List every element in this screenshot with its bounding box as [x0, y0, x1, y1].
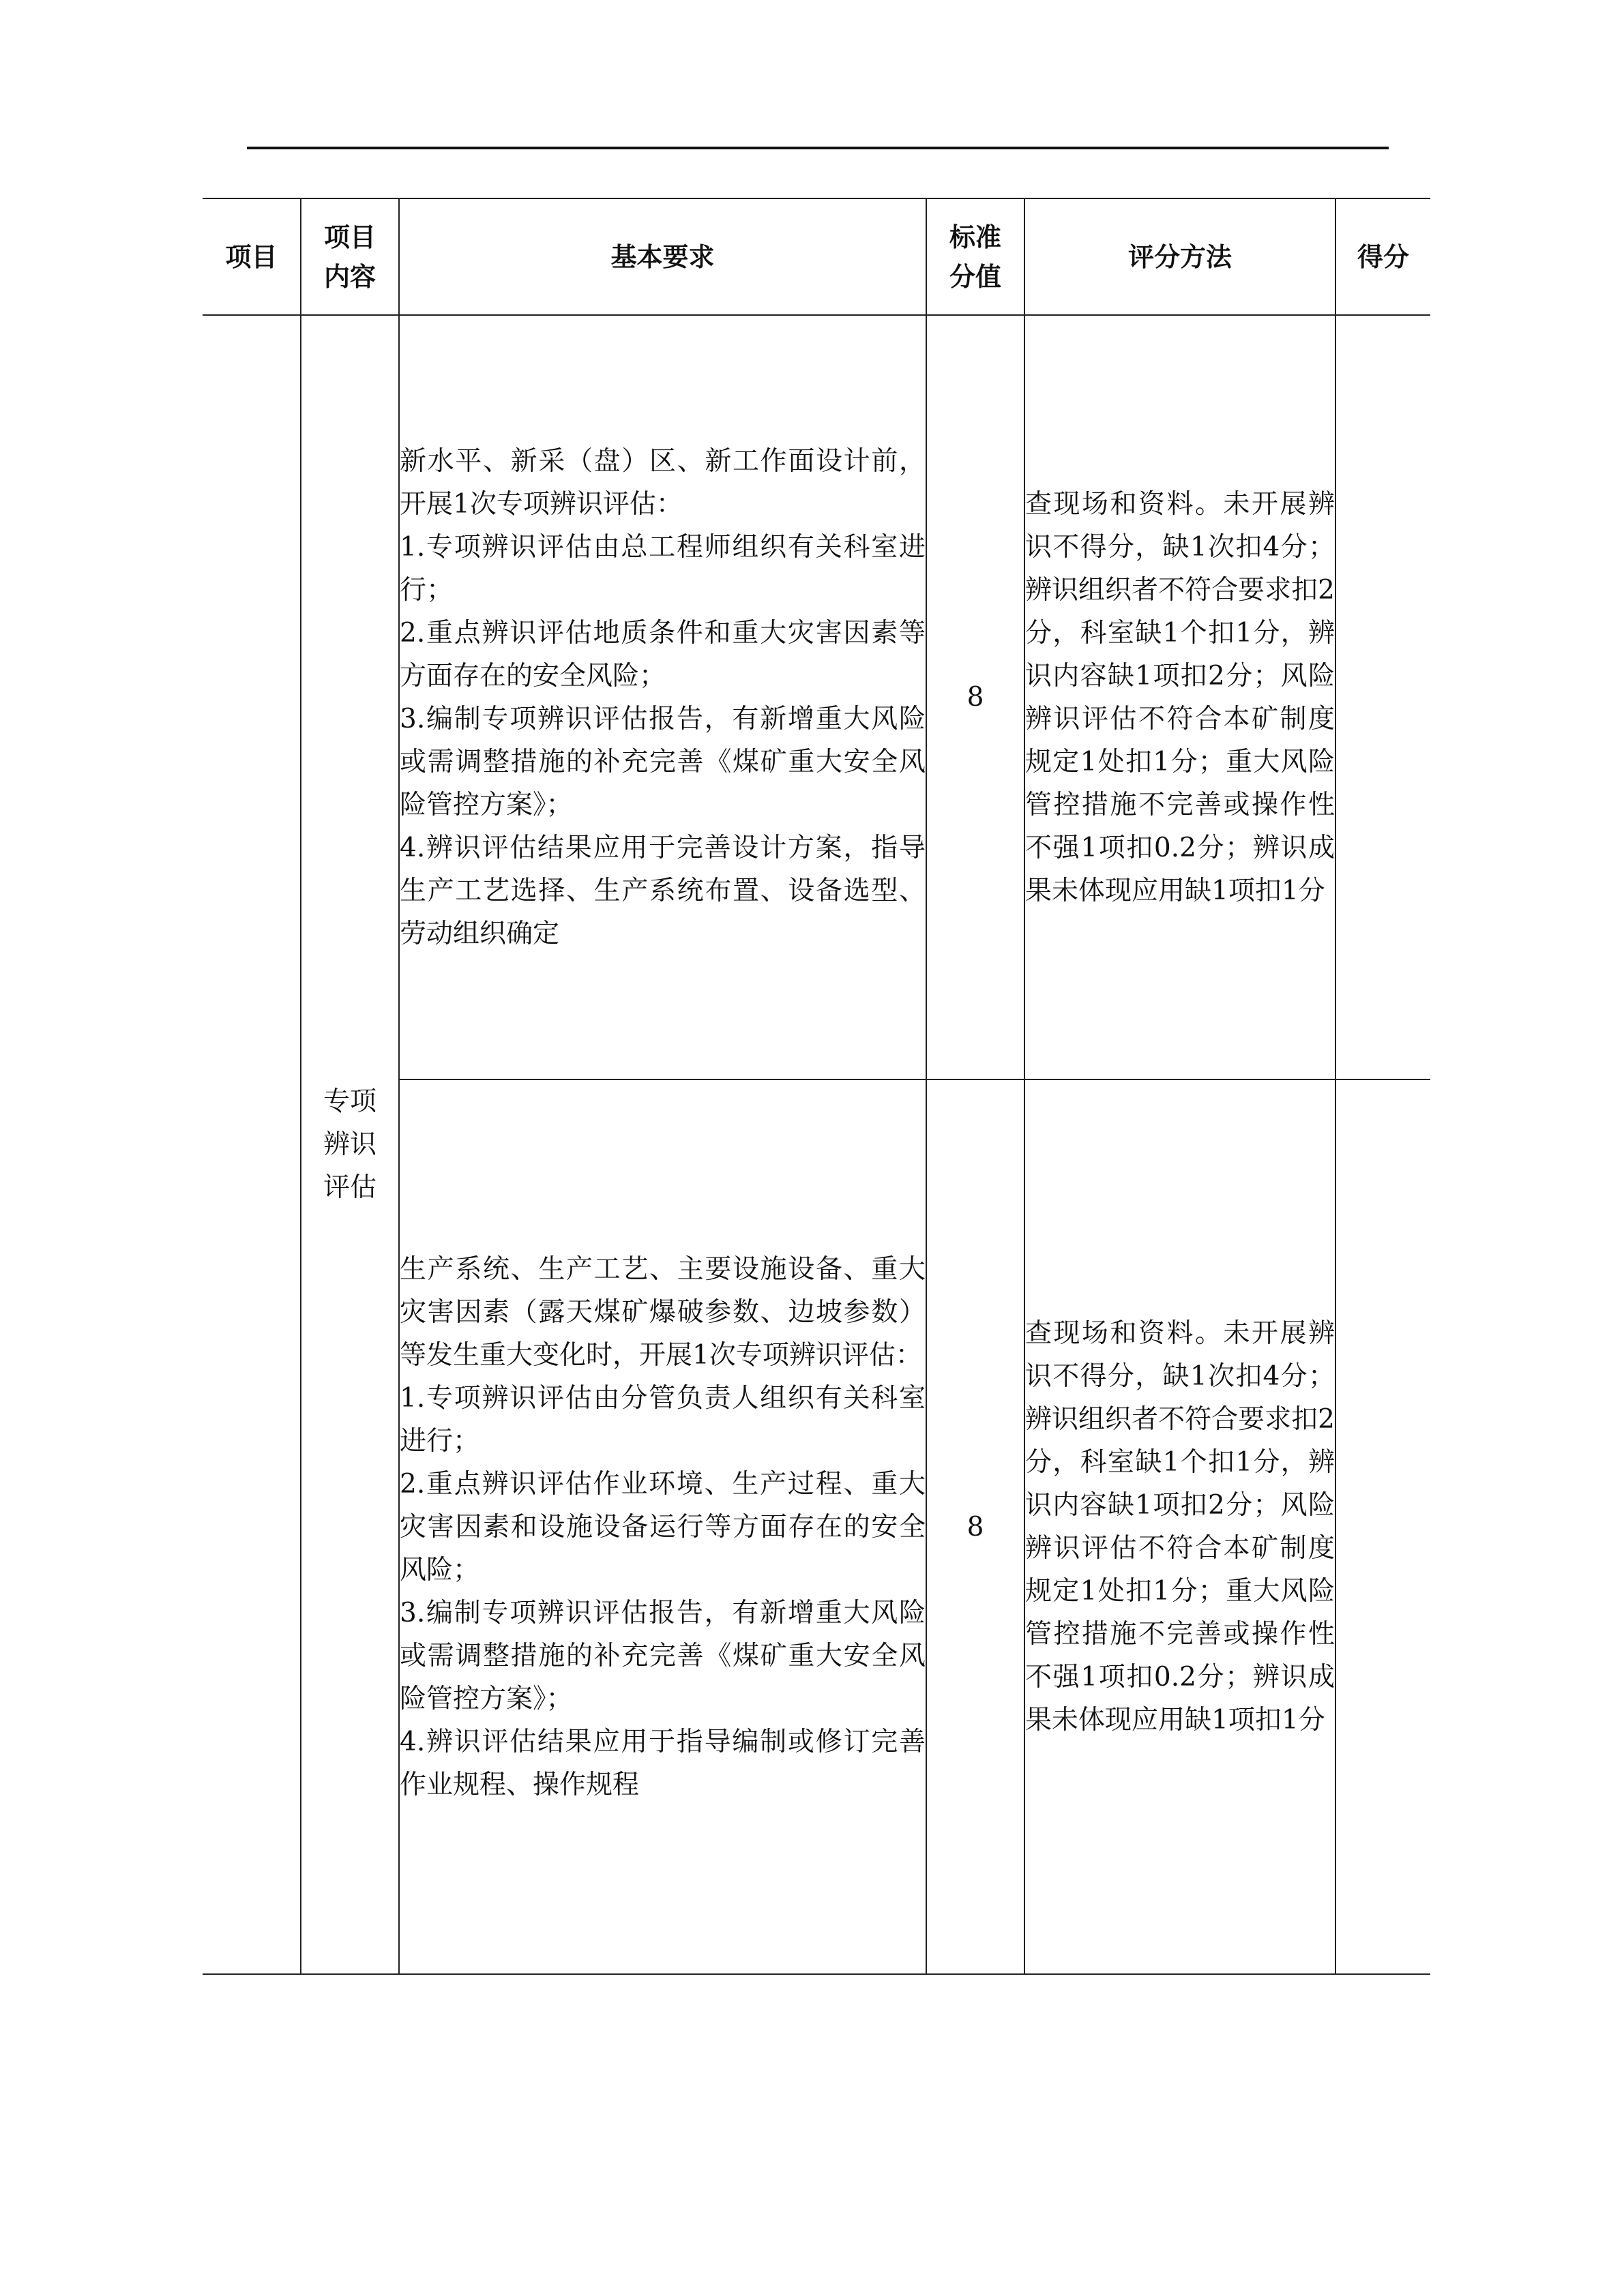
- item-cell: [203, 315, 301, 1974]
- header-scoring-method: 评分方法: [1024, 198, 1335, 315]
- scoring-method-cell: 查现场和资料。未开展辨识不得分，缺1次扣4分；辨识组织者不符合要求扣2分，科室缺1个扣1分，辨识内容缺1项扣2分；风险辨识评估不符合本矿制度规定1处扣1分；重大风险管控措施不完善或操作性不强1项扣0.2分；辨识成果未体现应用缺1项扣1分: [1024, 1079, 1335, 1974]
- requirement-line: 生产系统、生产工艺、主要设施设备、重大灾害因素（露天煤矿爆破参数、边坡参数）等发生重大变化时，开展1次专项辨识评估：: [400, 1253, 926, 1371]
- requirement-line: 1.专项辨识评估由分管负责人组织有关科室进行；: [400, 1382, 926, 1457]
- table-row: [203, 315, 1430, 1079]
- standard-score-cell: 8: [926, 315, 1024, 1079]
- scoring-table: [203, 198, 1430, 1975]
- requirement-cell: [399, 315, 926, 1079]
- requirement-line: 新水平、新采（盘）区、新工作面设计前，开展1次专项辨识评估：: [400, 445, 926, 520]
- scoring-method-cell: 查现场和资料。未开展辨识不得分，缺1次扣4分；辨识组织者不符合要求扣2分，科室缺1个扣1分，辨识内容缺1项扣2分；风险辨识评估不符合本矿制度规定1处扣1分；重大风险管控措施不完善或操作性不强1项扣0.2分；辨识成果未体现应用缺1项扣1分: [1024, 315, 1335, 1079]
- item-content-label: 专项辨识评估: [323, 1086, 377, 1203]
- standard-score-cell: 8: [926, 1079, 1024, 1974]
- header-item: 项目: [203, 198, 301, 315]
- requirement-line: 3.编制专项辨识评估报告，有新增重大风险或需调整措施的补充完善《煤矿重大安全风险管控方案》；: [400, 1597, 926, 1714]
- header-item-content: 项目内容: [301, 198, 399, 315]
- table-header-row: [203, 198, 1430, 315]
- requirement-line: 1.专项辨识评估由总工程师组织有关科室进行；: [400, 531, 926, 606]
- requirement-line: 2.重点辨识评估地质条件和重大灾害因素等方面存在的安全风险；: [400, 617, 926, 691]
- header-score: 得分: [1335, 198, 1430, 315]
- score-cell[interactable]: [1335, 315, 1430, 1079]
- header-basic-requirement: 基本要求: [399, 198, 926, 315]
- requirement-line: 4.辨识评估结果应用于指导编制或修订完善作业规程、操作规程: [400, 1726, 926, 1800]
- item-content-cell: [301, 315, 399, 1974]
- requirement-line: 3.编制专项辨识评估报告，有新增重大风险或需调整措施的补充完善《煤矿重大安全风险管控方案》；: [400, 703, 926, 820]
- score-cell[interactable]: [1335, 1079, 1430, 1974]
- requirement-cell: [399, 1079, 926, 1974]
- top-rule: [247, 147, 1389, 149]
- requirement-line: 2.重点辨识评估作业环境、生产过程、重大灾害因素和设施设备运行等方面存在的安全风险；: [400, 1468, 926, 1585]
- header-standard-score: 标准分值: [926, 198, 1024, 315]
- requirement-line: 4.辨识评估结果应用于完善设计方案，指导生产工艺选择、生产系统布置、设备选型、劳动组织确定: [400, 832, 926, 949]
